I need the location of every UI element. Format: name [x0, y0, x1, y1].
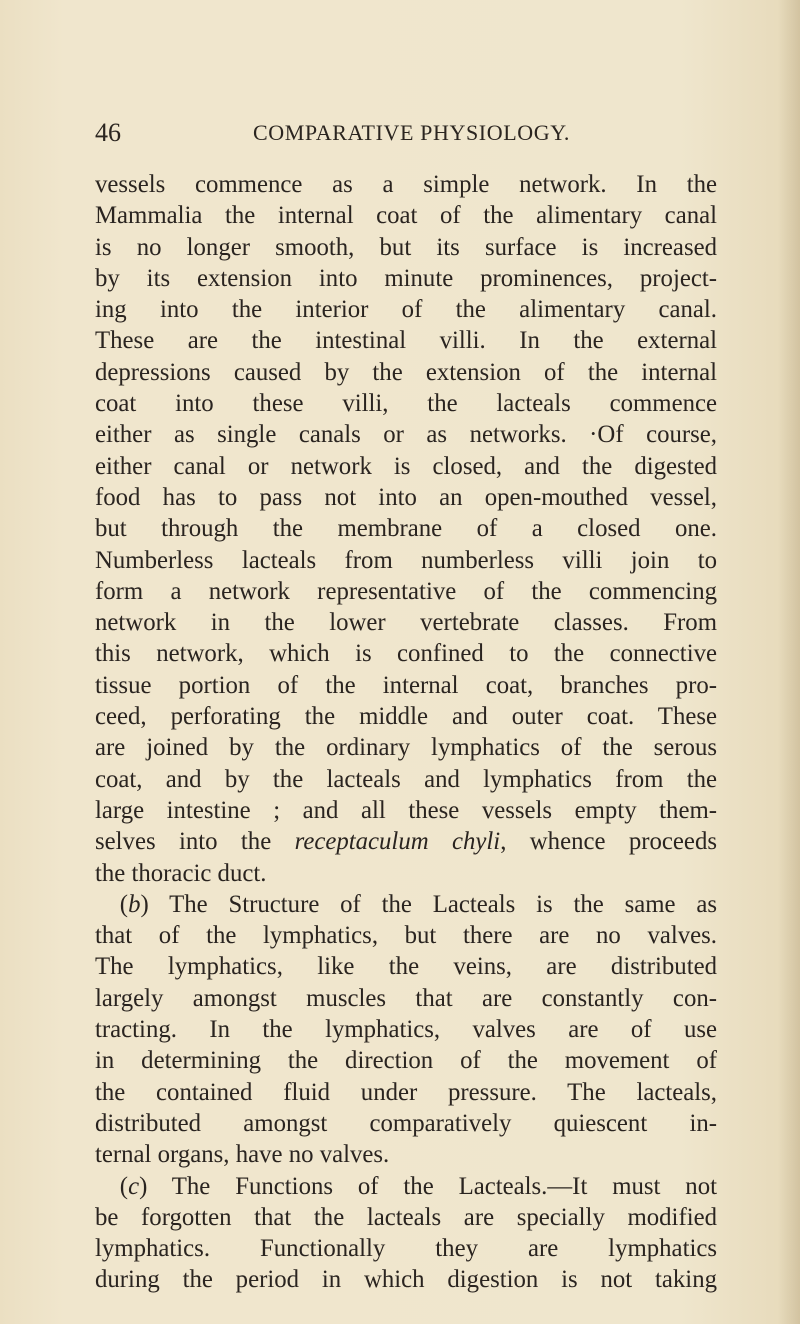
text-line: ing into the interior of the alimentary canal.: [95, 296, 717, 324]
text-line: is no longer smooth, but its surface is increased: [95, 233, 717, 261]
text-line: distributed amongst comparatively quiescent in-: [95, 1109, 717, 1137]
text-line: [95, 826, 717, 857]
text-line: the contained fluid under pressure. The lacteals,: [95, 1078, 717, 1106]
text-line: during the period in which digestion is not taking: [95, 1266, 717, 1294]
text-line: by its extension into minute prominences, project-: [95, 264, 717, 292]
text-line: that of the lymphatics, but there are no valves.: [95, 922, 717, 950]
text-line: in determining the direction of the movement of: [95, 1047, 717, 1075]
text-line: but through the membrane of a closed one.: [95, 515, 717, 543]
text-line: network in the lower vertebrate classes. From: [95, 609, 717, 637]
text-line: depressions caused by the extension of the internal: [95, 358, 717, 386]
text-line: [95, 1171, 717, 1202]
text-line: large intestine ; and all these vessels empty them-: [95, 796, 717, 824]
page-edge-shadow: [778, 0, 800, 1324]
text-line: Mammalia the internal coat of the alimentary canal: [95, 202, 717, 230]
text-line: vessels commence as a simple network. In the: [95, 171, 717, 198]
body-text: [95, 169, 717, 1296]
text-run: ) The Functions of the Lacteals.—It must not: [139, 1172, 717, 1200]
section-letter: c: [128, 1172, 140, 1200]
text-run: selves into the: [95, 828, 295, 856]
text-line: [95, 889, 717, 920]
text-line: The lymphatics, like the veins, are distributed: [95, 953, 717, 981]
text-line: ceed, perforating the middle and outer coat. These: [95, 703, 717, 731]
text-line: the thoracic duct.: [95, 859, 267, 887]
text-line: this network, which is confined to the connective: [95, 640, 717, 668]
text-line: Numberless lacteals from numberless villi join to: [95, 546, 717, 574]
page-header: [95, 118, 705, 158]
text-line: tracting. In the lymphatics, valves are of use: [95, 1016, 717, 1044]
text-line: coat, and by the lacteals and lymphatics from the: [95, 765, 717, 793]
text-line: ternal organs, have no valves.: [95, 1141, 390, 1169]
italic-term: receptaculum chyli: [294, 828, 501, 856]
text-line: coat into these villi, the lacteals commence: [95, 390, 717, 418]
running-head: COMPARATIVE PHYSIOLOGY.: [253, 120, 570, 145]
text-line: food has to pass not into an open-mouthed vessel,: [95, 483, 717, 511]
section-letter: b: [128, 890, 141, 918]
text-line: largely amongst muscles that are constantly con-: [95, 984, 717, 1012]
text-line: These are the intestinal villi. In the external: [95, 327, 717, 355]
text-line: either canal or network is closed, and the digested: [95, 452, 717, 480]
text-line: tissue portion of the internal coat, branches pro-: [95, 671, 717, 699]
text-line: are joined by the ordinary lymphatics of the serous: [95, 734, 717, 762]
text-line: either as single canals or as networks. ·Of course,: [95, 421, 717, 449]
text-run: (: [119, 1172, 129, 1200]
text-line: lymphatics. Functionally they are lymphatics: [95, 1235, 717, 1263]
page-number: 46: [95, 118, 121, 147]
text-run: , whence proceeds: [500, 828, 717, 856]
text-run: ) The Structure of the Lacteals is the same as: [140, 890, 717, 918]
text-run: (: [119, 890, 129, 918]
text-line: form a network representative of the commencing: [95, 577, 717, 605]
text-line: be forgotten that the lacteals are specially modified: [95, 1203, 717, 1231]
